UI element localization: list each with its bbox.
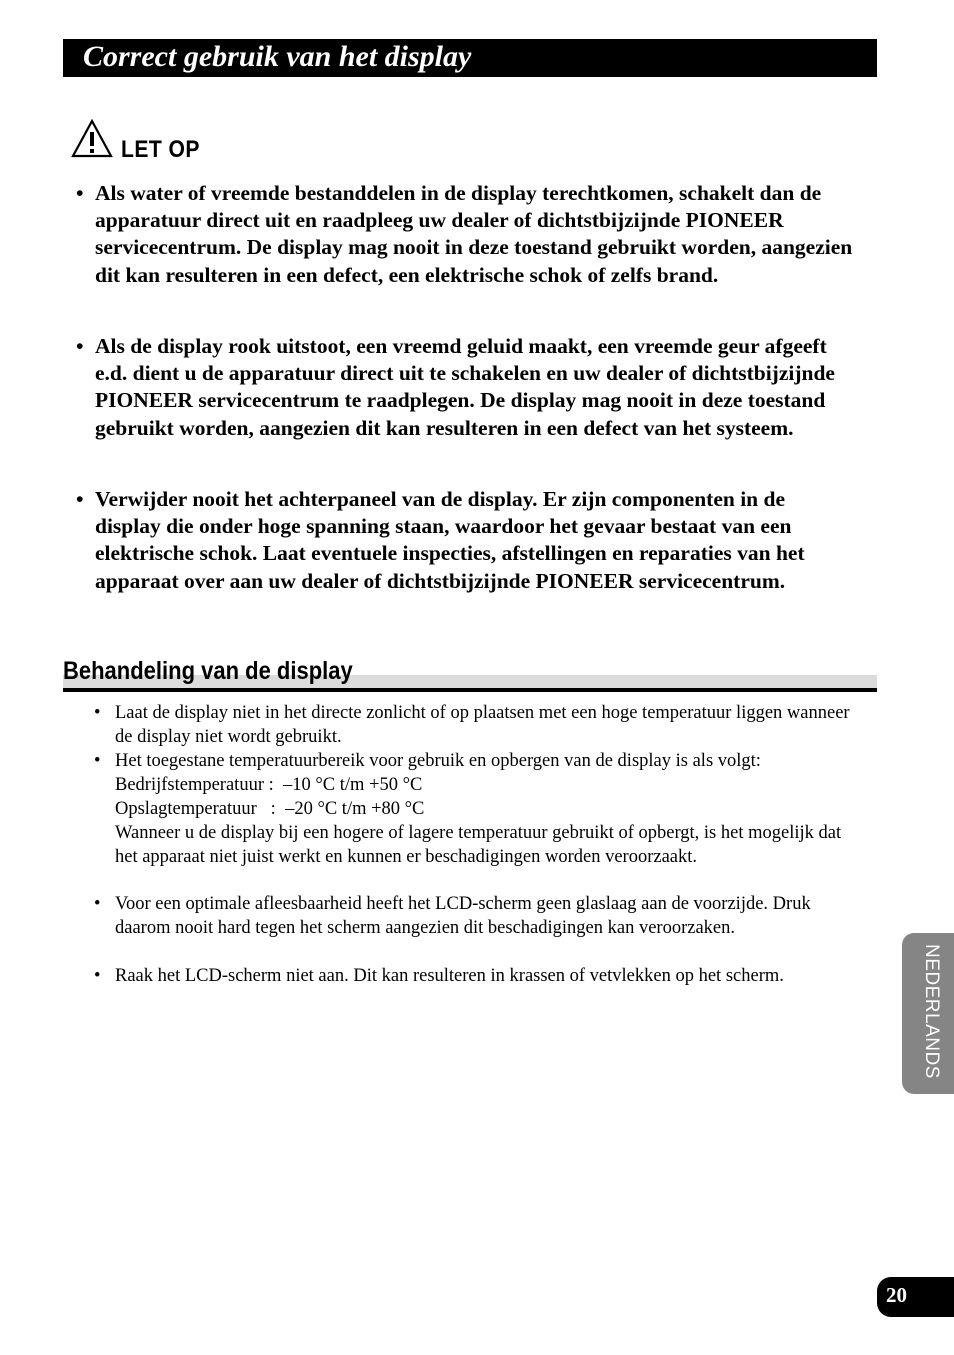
section-title: Behandeling van de display [63, 657, 353, 685]
caution-item [76, 486, 855, 595]
list-item-text: Het toegestane temperatuurbereik voor gebruik en opbergen van de display is als volgt: [115, 751, 761, 771]
page-number: 20 [886, 1283, 907, 1307]
bullet: • [94, 703, 101, 723]
caution-item-text: Verwijder nooit het achterpaneel van de display. Er zijn componenten in de display die onder hoge spanning staan, waardoor het gevaar bestaat van een elektrische schok. Laat eventuele inspecties, afstellingen en reparaties van het apparaat over aan uw dealer of dichtstbijzijnde PIONEER servicecentrum. [95, 487, 805, 593]
list-item [94, 892, 855, 940]
section-header [63, 654, 877, 694]
bullet: • [94, 751, 101, 771]
separator: : [256, 799, 286, 819]
bullet: • [76, 334, 84, 358]
language-side-tab [902, 933, 954, 1094]
bullet: • [94, 966, 101, 986]
caution-item [76, 333, 855, 442]
page-number-tab [877, 1277, 954, 1317]
list-item-text: Voor een optimale afleesbaarheid heeft het LCD-scherm geen glaslaag aan de voorzijde. Druk daarom nooit hard tegen het scherm aangezien dit beschadigingen kan veroorzaken. [115, 894, 811, 938]
page-title-bar [63, 39, 877, 77]
warning-triangle-icon [70, 118, 114, 162]
storage-temperature-label: Opslagtemperatuur [115, 799, 257, 819]
caution-label: LET OP [121, 136, 200, 163]
language-label: NEDERLANDS [921, 944, 942, 1079]
storage-temperature-value: –20 °C t/m +80 °C [285, 799, 425, 819]
operating-temperature-label: Bedrijfstemperatuur [115, 775, 264, 795]
storage-temperature-row [115, 797, 855, 821]
operating-temperature-row [115, 773, 855, 797]
bullet: • [94, 894, 101, 914]
bullet: • [76, 181, 84, 205]
caution-item-text: Als water of vreemde bestanddelen in de display terechtkomen, schakelt dan de apparatuur direct uit en raadpleeg uw dealer of dichtstbijzijnde PIONEER servicecentrum. De display mag nooit in deze toestand gebruikt worden, aangezien dit kan resulteren in een defect, een elektrische schok of zelfs brand. [95, 181, 853, 287]
operating-temperature-value: –10 °C t/m +50 °C [283, 775, 423, 795]
list-item-text: Raak het LCD-scherm niet aan. Dit kan resulteren in krassen of vetvlekken op het scherm. [115, 966, 784, 986]
page-title: Correct gebruik van het display [83, 40, 472, 73]
caution-header [70, 118, 370, 166]
list-item-text: Laat de display niet in het directe zonlicht of op plaatsen met een hoge temperatuur liggen wanneer de display niet wordt gebruikt. [115, 703, 850, 747]
list-item [94, 701, 855, 749]
bullet: • [76, 487, 84, 511]
list-item [94, 749, 855, 869]
caution-item-text: Als de display rook uitstoot, een vreemd geluid maakt, een vreemde geur afgeeft e.d. dient u de apparatuur direct uit te schakelen en uw dealer of dichtstbijzijnde PIONEER servicecentrum te raadplegen. De display mag nooit in deze toestand gebruikt worden, aangezien dit kan resulteren in een defect van het systeem. [95, 334, 835, 440]
caution-item [76, 180, 855, 289]
section-rule [63, 688, 877, 692]
list-item [94, 964, 855, 988]
temperature-note: Wanneer u de display bij een hogere of lagere temperatuur gebruikt of opbergt, is het mogelijk dat het apparaat niet juist werkt en kunnen er beschadigingen worden veroorzaakt. [115, 823, 842, 867]
separator: : [263, 775, 283, 795]
